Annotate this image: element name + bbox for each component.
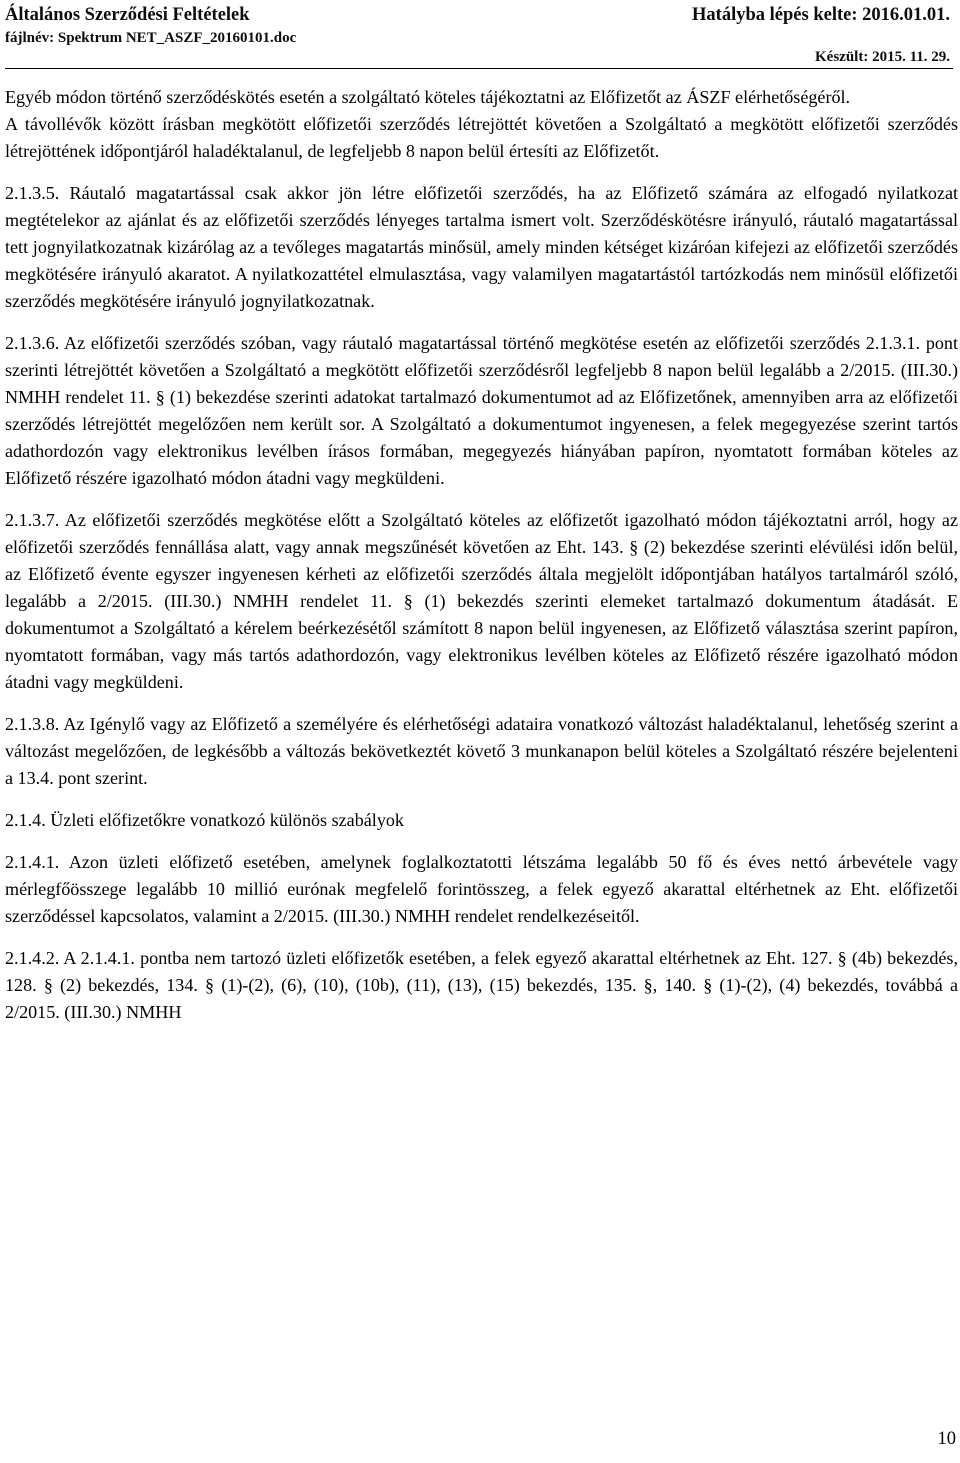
- paragraph-2-1-3-5: 2.1.3.5. Ráutaló magatartással csak akkor jön létre előfizetői szerződés, ha az Előfizető számára az elfogadó nyilatkozat megtételekor az ajánlat és az előfizetői szerződés lényeges tartalma ismert volt. Szerződéskötésre irányuló, ráutaló magatartással tett jognyilatkozatnak kizárólag az a tevőleges magatartás minősül, amely minden kétséget kizáróan kifejezi az előfizetői szerződés megkötésére irányuló akaratot. A nyilatkozattétel elmulasztása, vagy valamilyen magatartástól tartózkodás nem minősül előfizetői szerződés megkötésére irányuló jognyilatkozatnak.: [5, 183, 958, 311]
- page-number: 10: [937, 1429, 956, 1449]
- section-heading-2-1-4: 2.1.4. Üzleti előfizetőkre vonatkozó különös szabályok: [5, 810, 404, 830]
- paragraph-2-1-4-1: 2.1.4.1. Azon üzleti előfizető esetében, amelynek foglalkoztatotti létszáma legalább 50 fő és éves nettó árbevétele vagy mérlegfőösszege legalább 10 millió eurónak megfelelő forintösszeg, a felek egyező akarattal eltérhetnek az Eht. előfizetői szerződéssel kapcsolatos, valamint a 2/2015. (III.30.) NMHH rendelet rendelkezéseitől.: [5, 852, 958, 926]
- paragraph-2-1-3-6: 2.1.3.6. Az előfizetői szerződés szóban, vagy ráutaló magatartással történő megkötése esetén az előfizetői szerződés 2.1.3.1. pont szerinti létrejöttét követően a Szolgáltató a megkötött előfizetői szerződésről legfeljebb 8 napon belül legalább a 2/2015. (III.30.) NMHH rendelet 11. § (1) bekezdése szerinti adatokat tartalmazó dokumentumot ad az Előfizetőnek, amennyiben arra az előfizetői szerződés létrejöttét megelőzően nem került sor. A Szolgáltató a dokumentumot ingyenesen, a felek megegyezése szerint tartós adathordozón vagy elektronikus levélben írásos formában, megegyezés hiányában papíron, nyomtatott formában köteles az Előfizető részére igazolható módon átadni vagy megküldeni.: [5, 333, 958, 488]
- file-name: fájlnév: Spektrum NET_ASZF_20160101.doc: [5, 30, 297, 46]
- paragraph-2-1-4-2: 2.1.4.2. A 2.1.4.1. pontba nem tartozó üzleti előfizetők esetében, a felek egyező akarattal eltérhetnek az Eht. 127. § (4b) bekezdés, 128. § (2) bekezdés, 134. § (1)-(2), (6), (10), (10b), (11), (13), (15) bekezdés, 135. §, 140. § (1)-(2), (4) bekezdés, továbbá a 2/2015. (III.30.) NMHH: [5, 948, 958, 1022]
- effective-date: Hatályba lépés kelte: 2016.01.01.: [692, 5, 950, 25]
- paragraph-remote-contract: A távollévők között írásban megkötött előfizetői szerződés létrejöttét követően a Szolgáltató a megkötött előfizetői szerződés létrejöttének időpontjáról haladéktalanul, de legfeljebb 8 napon belül értesíti az Előfizetőt.: [5, 114, 958, 161]
- document-title: Általános Szerződési Feltételek: [5, 5, 250, 25]
- page-header: [5, 2, 950, 68]
- header-divider: [5, 68, 953, 69]
- paragraph-2-1-3-8: 2.1.3.8. Az Igénylő vagy az Előfizető a személyére és elérhetőségi adataira vonatkozó változást haladéktalanul, lehetőség szerint a változást megelőzően, de legkésőbb a változás bekövetkeztét követő 3 munkanapon belül köteles a Szolgáltató részére bejelenteni a 13.4. pont szerint.: [5, 714, 958, 788]
- paragraph-asz-availability: Egyéb módon történő szerződéskötés esetén a szolgáltató köteles tájékoztatni az Előfizetőt az ÁSZF elérhetőségéről.: [5, 87, 851, 107]
- header-row-created: [5, 46, 950, 68]
- paragraph-2-1-3-7: 2.1.3.7. Az előfizetői szerződés megkötése előtt a Szolgáltató köteles az előfizetőt igazolható módon tájékoztatni arról, hogy az előfizetői szerződés fennállása alatt, vagy annak megszűnését követően az Eht. 143. § (2) bekezdése szerinti elévülési időn belül, az Előfizető évente egyszer ingyenesen kérheti az előfizetői szerződés általa megjelölt időpontjában hatályos tartalmáról szóló, legalább a 2/2015. (III.30.) NMHH rendelet 11. § (1) bekezdés szerinti elemeket tartalmazó dokumentum átadását. E dokumentumot a Szolgáltató a kérelem beérkezésétől számított 8 napon belül ingyenesen, az Előfizető választása szerint papíron, nyomtatott formában, vagy más tartós adathordozón, vagy elektronikus levélben köteles az Előfizető részére igazolható módon átadni vagy megküldeni.: [5, 510, 958, 692]
- header-row-title: [5, 2, 950, 28]
- document-body: [5, 84, 958, 1041]
- created-date: Készült: 2015. 11. 29.: [815, 49, 950, 65]
